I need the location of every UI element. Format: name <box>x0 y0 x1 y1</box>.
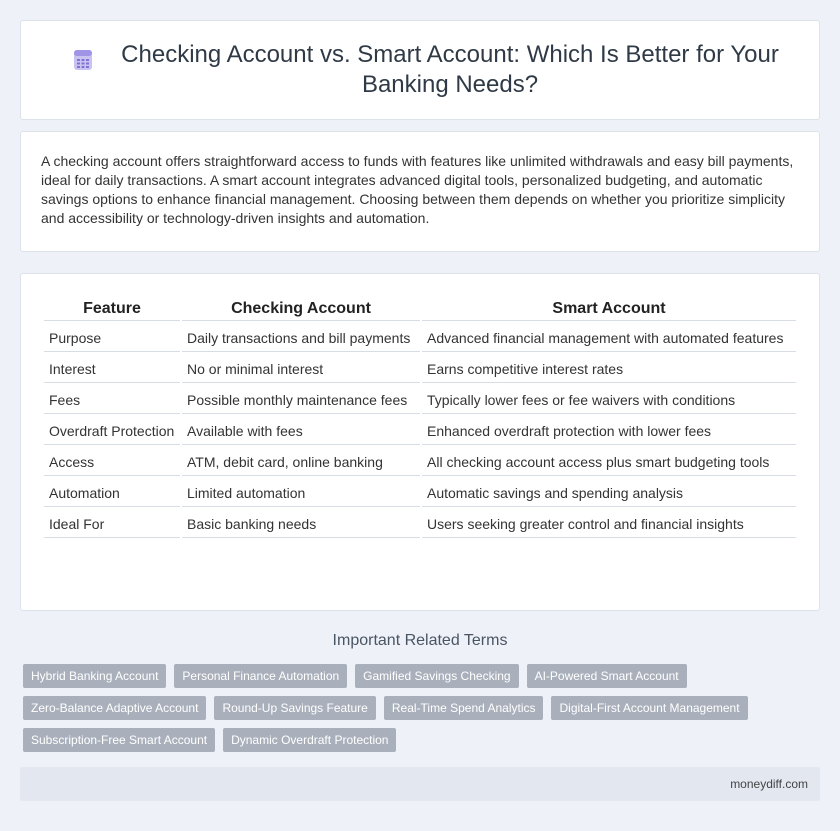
row-feature: Interest <box>44 354 180 383</box>
row-feature: Automation <box>44 478 180 507</box>
intro-text: A checking account offers straightforward access to funds with features like unlimited withdrawals and easy bill payments, ideal for daily transactions. A smart account integrates advanced digital tools, personalized budgeting, and automatic savings options to enhance financial management. Choosing between them depends on whether you prioritize simplicity and accessibility or technology-driven insights and automation. <box>41 153 794 226</box>
footer <box>20 767 820 801</box>
row-feature: Overdraft Protection <box>44 416 180 445</box>
intro-card <box>20 131 820 252</box>
related-term-tag[interactable]: Dynamic Overdraft Protection <box>223 728 396 752</box>
row-feature: Fees <box>44 385 180 414</box>
table-header-row <box>44 296 796 321</box>
related-term-tag[interactable]: AI-Powered Smart Account <box>527 664 687 688</box>
related-term-tag[interactable]: Real-Time Spend Analytics <box>384 696 544 720</box>
comparison-card <box>20 273 820 611</box>
title-card <box>20 20 820 120</box>
related-term-tag[interactable]: Digital-First Account Management <box>551 696 747 720</box>
row-checking: Available with fees <box>182 416 420 445</box>
header-feature: Feature <box>44 296 180 321</box>
related-term-tag[interactable]: Personal Finance Automation <box>174 664 347 688</box>
row-checking: No or minimal interest <box>182 354 420 383</box>
row-feature: Ideal For <box>44 509 180 538</box>
row-checking: Basic banking needs <box>182 509 420 538</box>
table-row <box>44 509 796 538</box>
related-term-tag[interactable]: Subscription-Free Smart Account <box>23 728 215 752</box>
row-feature: Purpose <box>44 323 180 352</box>
related-term-tag[interactable]: Zero-Balance Adaptive Account <box>23 696 206 720</box>
header-checking-account: Checking Account <box>182 296 420 321</box>
table-row <box>44 416 796 445</box>
row-checking: ATM, debit card, online banking <box>182 447 420 476</box>
page-title: Checking Account vs. Smart Account: Which Is Better for Your Banking Needs? <box>121 41 779 98</box>
table-row <box>44 323 796 352</box>
related-term-tag[interactable]: Round-Up Savings Feature <box>214 696 375 720</box>
table-row <box>44 385 796 414</box>
table-row <box>44 447 796 476</box>
related-term-tag[interactable]: Hybrid Banking Account <box>23 664 166 688</box>
comparison-table <box>42 294 798 540</box>
row-smart: Users seeking greater control and financial insights <box>422 509 796 538</box>
table-row <box>44 354 796 383</box>
footer-site-link[interactable]: moneydiff.com <box>730 777 808 791</box>
related-term-tag[interactable]: Gamified Savings Checking <box>355 664 518 688</box>
header-smart-account: Smart Account <box>422 296 796 321</box>
row-smart: Enhanced overdraft protection with lower fees <box>422 416 796 445</box>
row-feature: Access <box>44 447 180 476</box>
related-terms-title: Important Related Terms <box>332 632 508 649</box>
row-smart: Advanced financial management with automated features <box>422 323 796 352</box>
row-smart: Automatic savings and spending analysis <box>422 478 796 507</box>
table-row <box>44 478 796 507</box>
row-checking: Limited automation <box>182 478 420 507</box>
row-smart: Earns competitive interest rates <box>422 354 796 383</box>
related-terms-list <box>23 664 823 752</box>
row-smart: Typically lower fees or fee waivers with conditions <box>422 385 796 414</box>
row-checking: Daily transactions and bill payments <box>182 323 420 352</box>
row-checking: Possible monthly maintenance fees <box>182 385 420 414</box>
row-smart: All checking account access plus smart budgeting tools <box>422 447 796 476</box>
